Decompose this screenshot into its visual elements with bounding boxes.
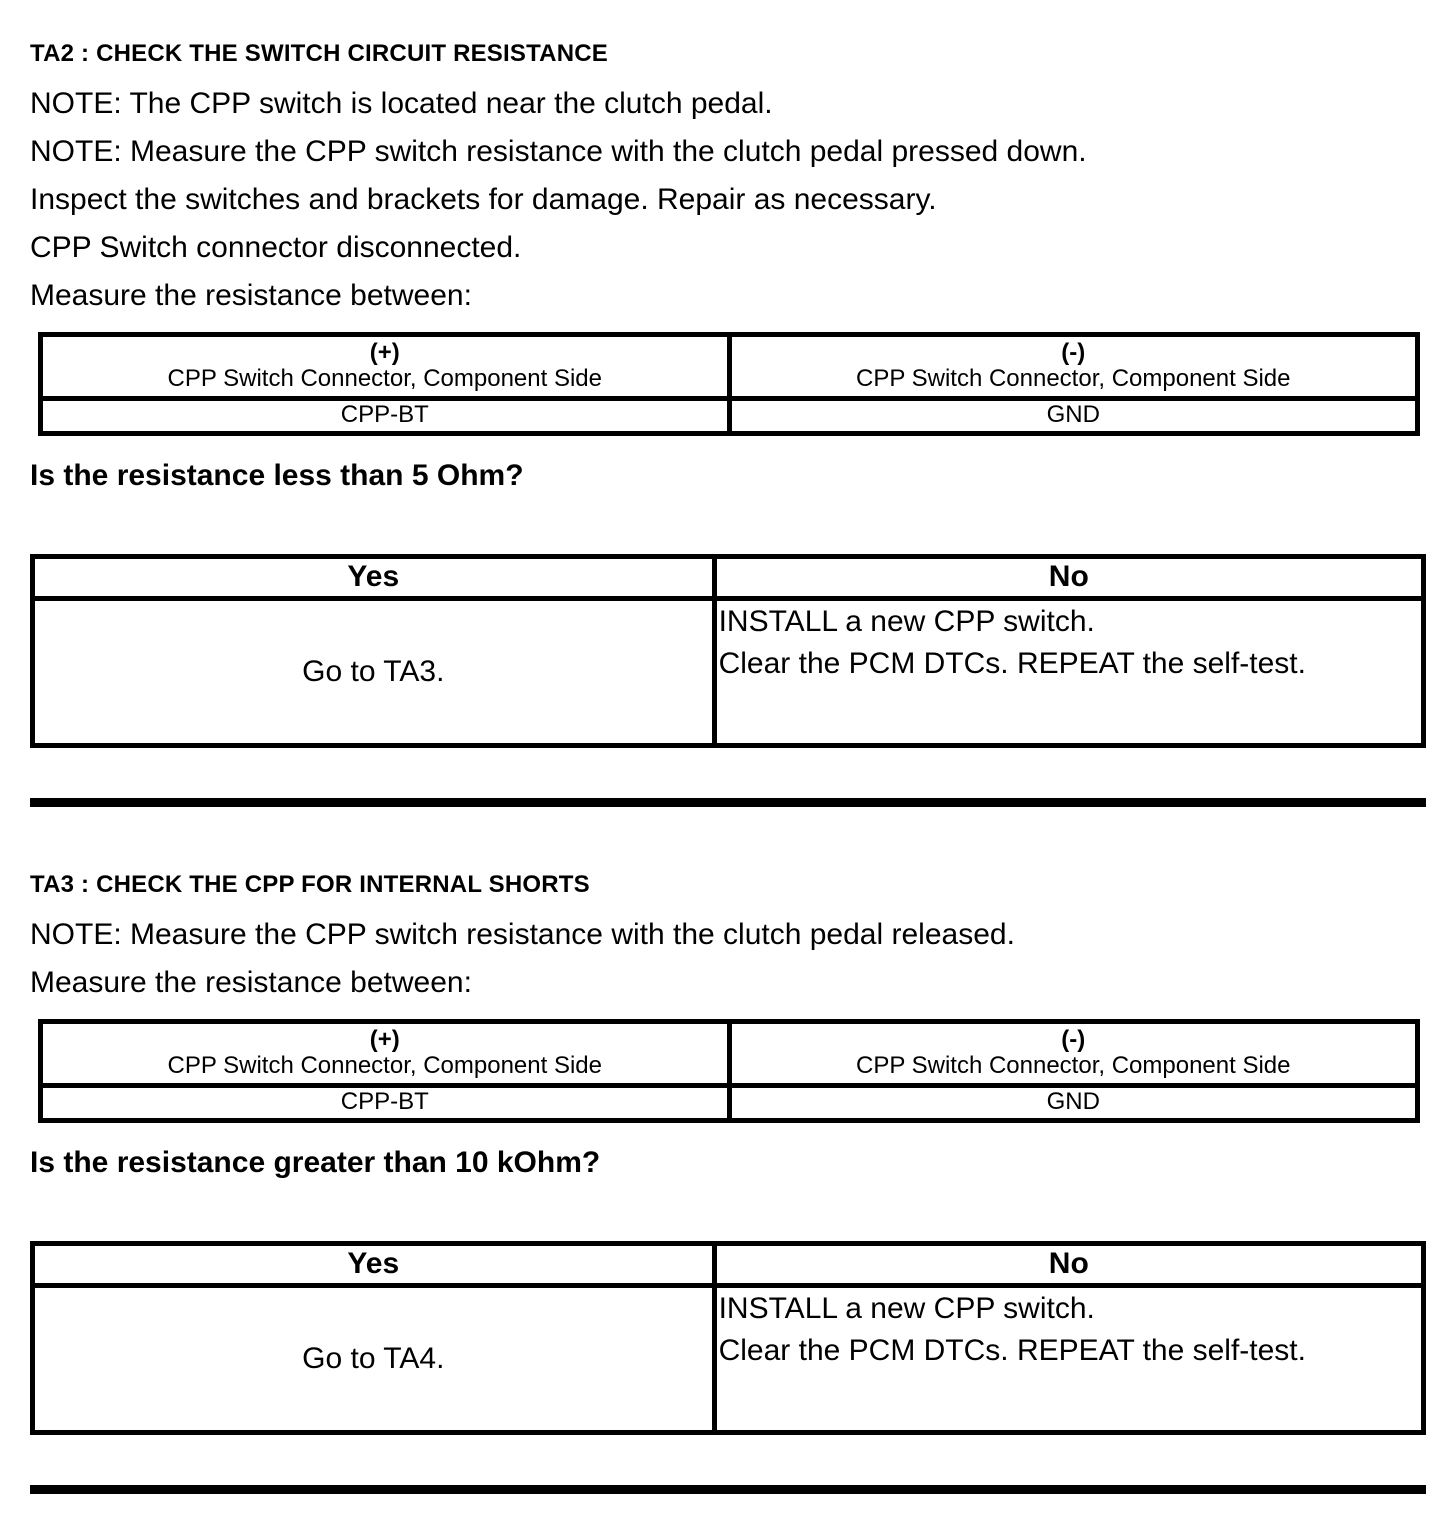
measurement-table — [38, 1019, 1420, 1123]
no-action-line: Clear the PCM DTCs. REPEAT the self-test. — [718, 1334, 1306, 1367]
no-action-line: INSTALL a new CPP switch. — [718, 605, 1095, 638]
decision-body-row — [33, 1286, 1424, 1433]
measure-label: Measure the resistance between: — [30, 279, 472, 312]
measurement-header-row — [41, 335, 1418, 399]
note-line: NOTE: Measure the CPP switch resistance with the clutch pedal released. — [30, 918, 1015, 951]
connector-label: CPP Switch Connector, Component Side — [856, 365, 1291, 392]
question-text: Is the resistance less than 5 Ohm? — [30, 459, 524, 492]
decision-table — [30, 554, 1426, 748]
note-line: NOTE: The CPP switch is located near the clutch pedal. — [30, 87, 773, 120]
measure-label: Measure the resistance between: — [30, 966, 472, 999]
no-action-line: Clear the PCM DTCs. REPEAT the self-test. — [718, 647, 1306, 680]
note-line: NOTE: Measure the CPP switch resistance with the clutch pedal pressed down. — [30, 135, 1087, 168]
question-text: Is the resistance greater than 10 kOhm? — [30, 1146, 601, 1179]
positive-pin-value: CPP-BT — [41, 1086, 730, 1121]
page-bottom-divider — [30, 1485, 1426, 1494]
instruction-line: CPP Switch connector disconnected. — [30, 231, 522, 264]
no-header: No — [714, 1244, 1423, 1286]
measurement-header-negative — [729, 335, 1418, 399]
measurement-value-row — [41, 1086, 1418, 1121]
negative-sign-label: (-) — [1061, 339, 1086, 366]
no-action — [714, 1286, 1423, 1433]
no-header: No — [714, 557, 1423, 599]
measurement-header-positive — [41, 335, 730, 399]
section-divider — [30, 798, 1426, 807]
section-ta3-heading: TA3 : CHECK THE CPP FOR INTERNAL SHORTS — [30, 871, 590, 898]
yes-action: Go to TA3. — [33, 599, 715, 746]
yes-header: Yes — [33, 1244, 715, 1286]
instruction-line: Inspect the switches and brackets for damage. Repair as necessary. — [30, 183, 937, 216]
decision-header-row — [33, 1244, 1424, 1286]
negative-sign-label: (-) — [1061, 1026, 1086, 1053]
measurement-table — [38, 332, 1420, 436]
decision-table — [30, 1241, 1426, 1435]
connector-label: CPP Switch Connector, Component Side — [167, 365, 602, 392]
negative-pin-value: GND — [729, 399, 1418, 434]
measurement-value-row — [41, 399, 1418, 434]
connector-label: CPP Switch Connector, Component Side — [856, 1052, 1291, 1079]
yes-header: Yes — [33, 557, 715, 599]
measurement-header-row — [41, 1022, 1418, 1086]
connector-label: CPP Switch Connector, Component Side — [167, 1052, 602, 1079]
negative-pin-value: GND — [729, 1086, 1418, 1121]
decision-body-row — [33, 599, 1424, 746]
measurement-header-positive — [41, 1022, 730, 1086]
positive-sign-label: (+) — [369, 1026, 400, 1053]
yes-action: Go to TA4. — [33, 1286, 715, 1433]
section-ta2-heading: TA2 : CHECK THE SWITCH CIRCUIT RESISTANCE — [30, 40, 608, 67]
positive-pin-value: CPP-BT — [41, 399, 730, 434]
positive-sign-label: (+) — [369, 339, 400, 366]
no-action-line: INSTALL a new CPP switch. — [718, 1292, 1095, 1325]
section-ta2 — [30, 40, 1426, 748]
measurement-header-negative — [729, 1022, 1418, 1086]
decision-header-row — [33, 557, 1424, 599]
no-action — [714, 599, 1423, 746]
section-ta3 — [30, 871, 1426, 1435]
